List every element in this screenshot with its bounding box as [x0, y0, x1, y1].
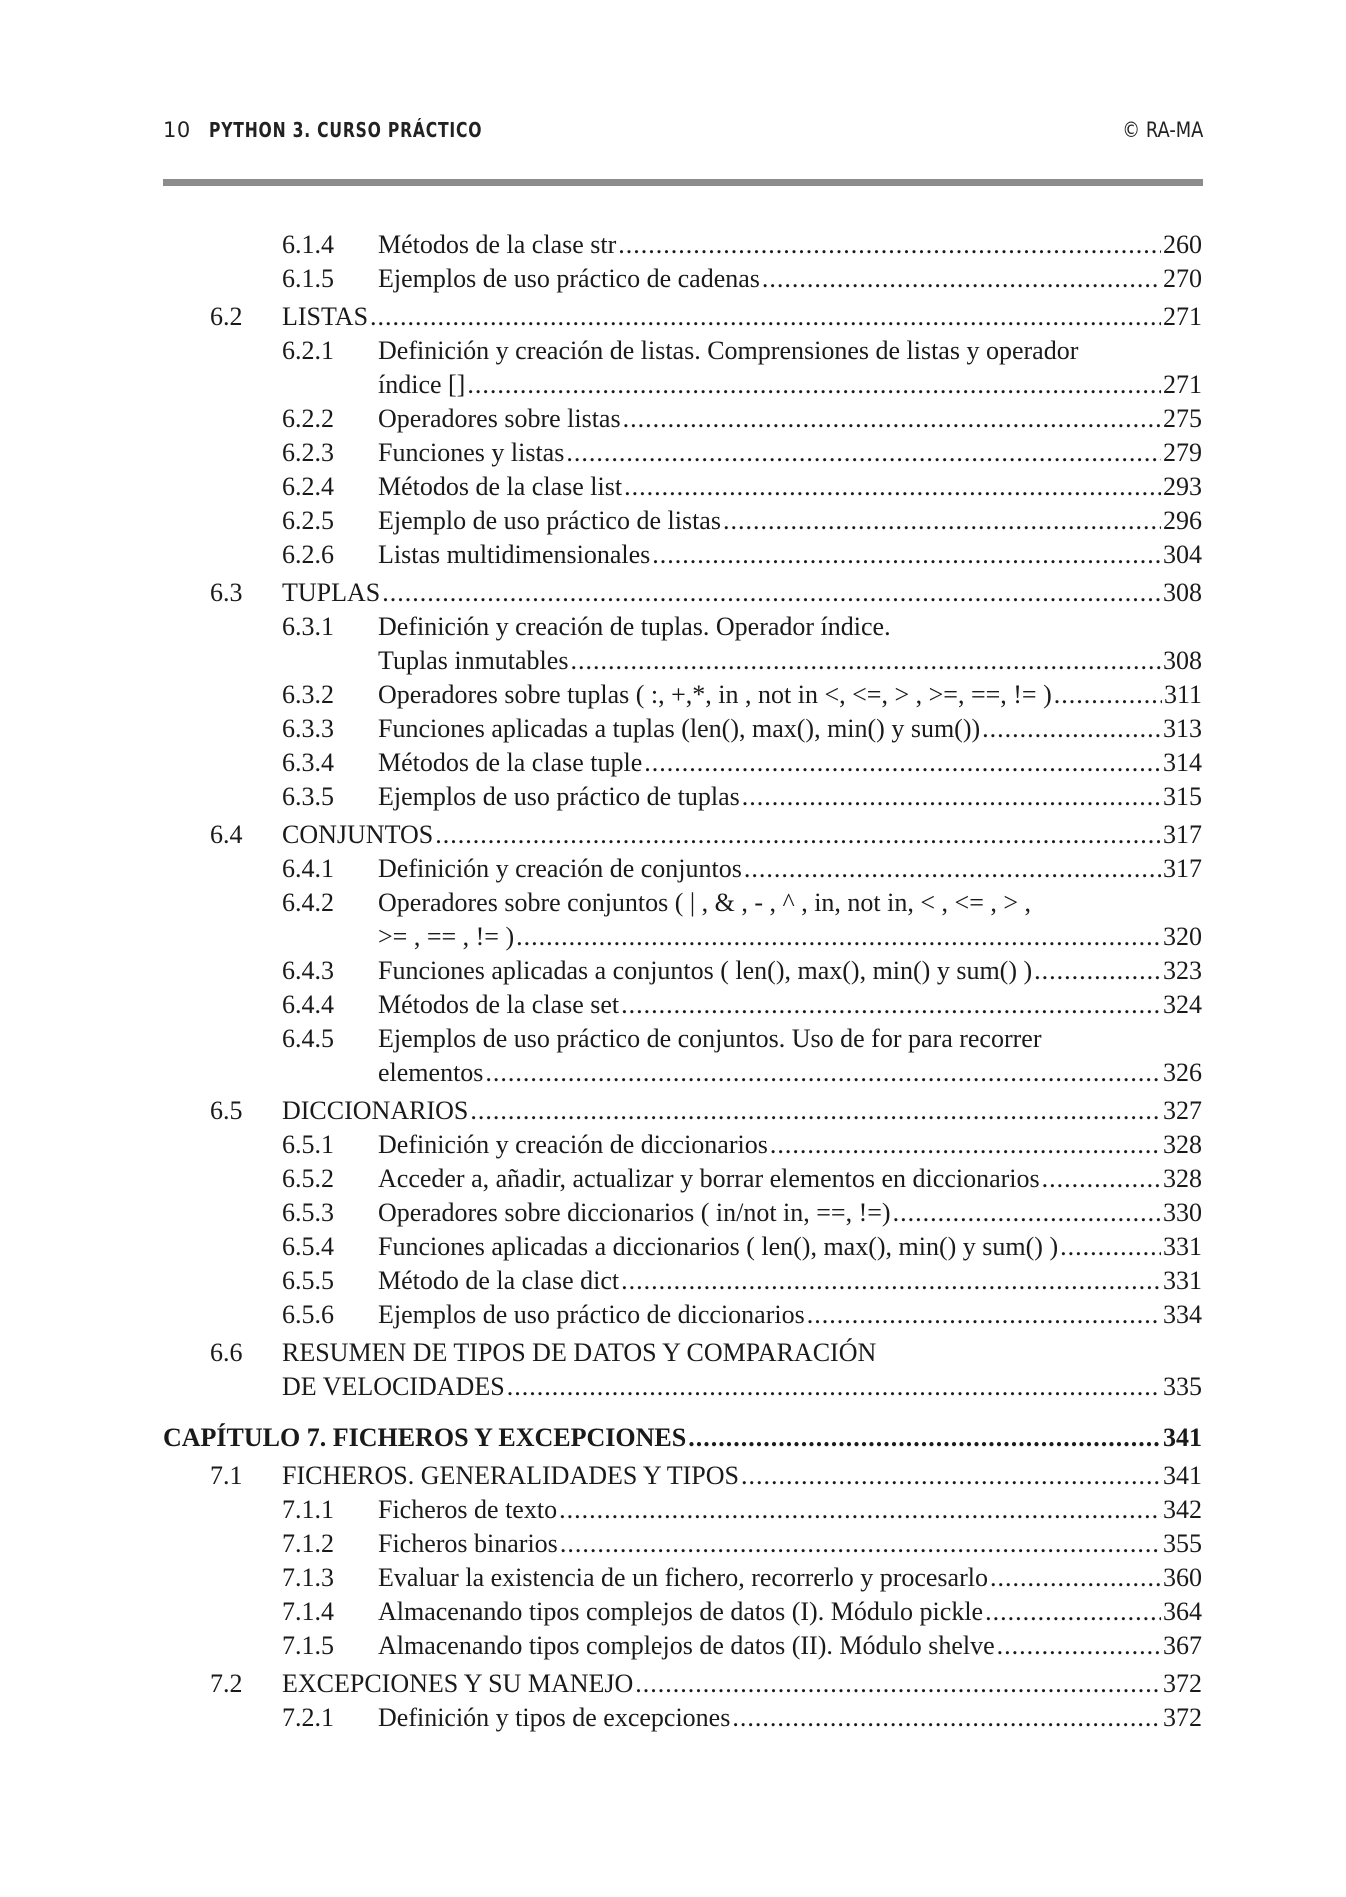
toc-entry[interactable]	[282, 300, 1202, 334]
toc-page-number: 271	[1163, 370, 1202, 399]
toc-entry-title: índice []	[378, 370, 466, 399]
toc-section-number: 6.4.2	[282, 888, 334, 917]
toc-entry[interactable]	[378, 1128, 1202, 1162]
dot-leader	[652, 538, 1161, 572]
dot-leader	[621, 988, 1161, 1022]
dot-leader	[1034, 954, 1161, 988]
toc-section-number: 6.5.5	[282, 1266, 334, 1295]
toc-entry-title: Funciones aplicadas a tuplas (len(), max(), min() y sum())	[378, 714, 981, 743]
toc-entry[interactable]	[378, 954, 1202, 988]
toc-entry-title: elementos	[378, 1058, 484, 1087]
toc-entry-title: Operadores sobre conjuntos ( | , & , - , ^ , in, not in, < , <= , > ,	[378, 888, 1032, 917]
toc-section-number: 6.4.3	[282, 956, 334, 985]
toc-entry-title: Definición y creación de diccionarios	[378, 1130, 768, 1159]
toc-entry-title: Métodos de la clase tuple	[378, 748, 643, 777]
toc-entry-title: Evaluar la existencia de un fichero, recorrerlo y procesarlo	[378, 1563, 988, 1592]
dot-leader	[741, 1459, 1161, 1493]
toc-page-number: 260	[1163, 230, 1202, 259]
toc-page-number: 355	[1163, 1529, 1202, 1558]
toc-page-number: 270	[1163, 264, 1202, 293]
dot-leader	[1060, 1230, 1161, 1264]
toc-section-number: 6.3	[210, 578, 243, 607]
toc-entry-title: Ejemplos de uso práctico de conjuntos. Uso de for para recorrer	[378, 1024, 1042, 1053]
dot-leader	[644, 746, 1161, 780]
toc-page-number: 341	[1163, 1423, 1202, 1452]
toc-entry-title: EXCEPCIONES Y SU MANEJO	[282, 1669, 634, 1698]
toc-section-number: 7.2	[210, 1669, 243, 1698]
toc-entry-title: CONJUNTOS	[282, 820, 434, 849]
toc-page-number: 372	[1163, 1703, 1202, 1732]
page-number: 10	[163, 118, 191, 142]
toc-section-number: 6.4	[210, 820, 243, 849]
toc-entry-title: Definición y creación de listas. Comprensiones de listas y operador	[378, 336, 1079, 365]
toc-entry[interactable]	[378, 678, 1202, 712]
dot-leader	[624, 470, 1161, 504]
dot-leader	[370, 300, 1161, 334]
toc-entry-title: Definición y creación de tuplas. Operador índice.	[378, 612, 891, 641]
toc-section-number: 6.3.4	[282, 748, 334, 777]
toc-entry[interactable]	[378, 1162, 1202, 1196]
toc-page-number: 360	[1163, 1563, 1202, 1592]
dot-leader	[742, 780, 1161, 814]
toc-entry[interactable]	[378, 610, 891, 644]
toc-entry-title: Operadores sobre tuplas ( :, +,*, in , not in <, <=, > , >=, ==, != )	[378, 680, 1052, 709]
toc-entry[interactable]	[378, 1561, 1202, 1595]
toc-page-number: 330	[1163, 1198, 1202, 1227]
toc-entry[interactable]	[378, 470, 1202, 504]
dot-leader	[516, 920, 1161, 954]
toc-entry[interactable]	[378, 644, 1202, 678]
toc-section-number: 6.4.5	[282, 1024, 334, 1053]
dot-leader	[485, 1056, 1161, 1090]
toc-page-number: 367	[1163, 1631, 1202, 1660]
dot-leader	[744, 852, 1161, 886]
toc-entry-title: >= , == , != )	[378, 922, 515, 951]
toc-entry[interactable]	[378, 1527, 1202, 1561]
toc-entry[interactable]	[378, 1230, 1202, 1264]
dot-leader	[618, 228, 1161, 262]
toc-entry[interactable]	[378, 368, 1202, 402]
book-title: PYTHON 3. CURSO PRÁCTICO	[209, 118, 483, 142]
toc-entry-title: Funciones aplicadas a conjuntos ( len(), max(), min() y sum() )	[378, 956, 1033, 985]
dot-leader	[1054, 678, 1162, 712]
toc-entry[interactable]	[378, 1298, 1202, 1332]
toc-section-number: 6.6	[210, 1338, 243, 1367]
toc-entry-title: Almacenando tipos complejos de datos (I). Módulo pickle	[378, 1597, 984, 1626]
toc-entry[interactable]	[282, 1336, 876, 1370]
toc-section-number: 6.3.3	[282, 714, 334, 743]
toc-section-number: 6.2.5	[282, 506, 334, 535]
toc-entry[interactable]	[378, 1629, 1202, 1663]
dot-leader	[382, 576, 1161, 610]
toc-entry[interactable]	[378, 402, 1202, 436]
toc-section-number: 7.2.1	[282, 1703, 334, 1732]
dot-leader	[621, 1264, 1161, 1298]
toc-entry-title: Métodos de la clase list	[378, 472, 623, 501]
toc-entry[interactable]	[378, 886, 1031, 920]
toc-page-number: 342	[1163, 1495, 1202, 1524]
toc-entry[interactable]	[378, 1595, 1202, 1629]
toc-section-number: 7.1.1	[282, 1495, 334, 1524]
toc-page-number: 320	[1163, 922, 1202, 951]
toc-entry[interactable]	[378, 1701, 1202, 1735]
toc-page-number: 293	[1163, 472, 1202, 501]
toc-page-number: 331	[1163, 1232, 1202, 1261]
dot-leader	[1042, 1162, 1161, 1196]
toc-entry-title: Tuplas inmutables	[378, 646, 569, 675]
dot-leader	[566, 436, 1161, 470]
toc-entry-title: Listas multidimensionales	[378, 540, 651, 569]
toc-entry-title: LISTAS	[282, 302, 369, 331]
dot-leader	[770, 1128, 1161, 1162]
toc-entry-title: RESUMEN DE TIPOS DE DATOS Y COMPARACIÓN	[282, 1338, 877, 1367]
dot-leader	[507, 1370, 1161, 1404]
toc-page-number: 311	[1163, 680, 1202, 709]
toc-entry[interactable]	[378, 262, 1202, 296]
toc-section-number: 6.3.5	[282, 782, 334, 811]
toc-entry-title: Ficheros de texto	[378, 1495, 558, 1524]
dot-leader	[893, 1196, 1161, 1230]
toc-section-number: 6.4.4	[282, 990, 334, 1019]
toc-page-number: 331	[1163, 1266, 1202, 1295]
toc-section-number: 7.1.2	[282, 1529, 334, 1558]
toc-entry-title: Métodos de la clase str	[378, 230, 617, 259]
toc-section-number: 6.2	[210, 302, 243, 331]
toc-entry[interactable]	[282, 1094, 1202, 1128]
toc-page-number: 308	[1163, 578, 1202, 607]
toc-section-number: 6.2.3	[282, 438, 334, 467]
toc-entry-title: TUPLAS	[282, 578, 381, 607]
toc-entry-title: Funciones aplicadas a diccionarios ( len(), max(), min() y sum() )	[378, 1232, 1059, 1261]
toc-entry-title: Método de la clase dict	[378, 1266, 620, 1295]
dot-leader	[762, 262, 1161, 296]
publisher-mark: © RA-MA	[1121, 118, 1203, 142]
toc-page-number: 328	[1163, 1130, 1202, 1159]
toc-page-number: 324	[1163, 990, 1202, 1019]
toc-entry-title: Ejemplos de uso práctico de tuplas	[378, 782, 740, 811]
toc-entry-title: Definición y creación de conjuntos	[378, 854, 742, 883]
toc-entry[interactable]	[282, 1667, 1202, 1701]
toc-entry-title: FICHEROS. GENERALIDADES Y TIPOS	[282, 1461, 739, 1490]
dot-leader	[997, 1629, 1161, 1663]
toc-entry[interactable]	[378, 538, 1202, 572]
dot-leader	[990, 1561, 1161, 1595]
toc-entry[interactable]	[378, 1196, 1202, 1230]
dot-leader	[570, 644, 1161, 678]
toc-page-number: 296	[1163, 506, 1202, 535]
toc-entry[interactable]	[282, 818, 1202, 852]
toc-entry-title: Operadores sobre listas	[378, 404, 621, 433]
toc-entry[interactable]	[378, 746, 1202, 780]
toc-entry-title: Almacenando tipos complejos de datos (II). Módulo shelve	[378, 1631, 995, 1660]
toc-page-number: 335	[1163, 1372, 1202, 1401]
toc-section-number: 7.1.3	[282, 1563, 334, 1592]
dot-leader	[623, 402, 1161, 436]
dot-leader	[723, 504, 1161, 538]
toc-page-number: 275	[1163, 404, 1202, 433]
dot-leader	[560, 1527, 1161, 1561]
toc-page-number: 308	[1163, 646, 1202, 675]
toc-page-number: 326	[1163, 1058, 1202, 1087]
dot-leader	[470, 1094, 1161, 1128]
toc-page-number: 313	[1163, 714, 1202, 743]
toc-section-number: 6.3.2	[282, 680, 334, 709]
toc-page-number: 317	[1163, 820, 1202, 849]
toc-section-number: 6.5.1	[282, 1130, 334, 1159]
toc-entry[interactable]	[378, 852, 1202, 886]
toc-entry[interactable]	[378, 780, 1202, 814]
toc-entry-title: DICCIONARIOS	[282, 1096, 469, 1125]
toc-entry[interactable]	[378, 712, 1202, 746]
toc-section-number: 6.2.4	[282, 472, 334, 501]
toc-entry-title: Ejemplos de uso práctico de cadenas	[378, 264, 760, 293]
toc-section-number: 7.1.5	[282, 1631, 334, 1660]
toc-section-number: 6.4.1	[282, 854, 334, 883]
toc-page-number: 328	[1163, 1164, 1202, 1193]
toc-entry[interactable]	[378, 436, 1202, 470]
toc-entry[interactable]	[378, 1056, 1202, 1090]
toc-section-number: 6.2.1	[282, 336, 334, 365]
header-rule	[163, 179, 1203, 186]
toc-entry-title: Definición y tipos de excepciones	[378, 1703, 731, 1732]
toc-section-number: 6.5.2	[282, 1164, 334, 1193]
dot-leader	[559, 1493, 1161, 1527]
toc-page-number: 334	[1163, 1300, 1202, 1329]
toc-page-number: 315	[1163, 782, 1202, 811]
toc-page-number: 271	[1163, 302, 1202, 331]
toc-page-number: 317	[1163, 854, 1202, 883]
toc-section-number: 6.2.6	[282, 540, 334, 569]
toc-section-number: 6.1.5	[282, 264, 334, 293]
toc-entry-title: Ejemplos de uso práctico de diccionarios	[378, 1300, 805, 1329]
toc-entry-title: Acceder a, añadir, actualizar y borrar elementos en diccionarios	[378, 1164, 1040, 1193]
toc-section-number: 6.5.6	[282, 1300, 334, 1329]
dot-leader	[985, 1595, 1161, 1629]
toc-entry[interactable]	[378, 1022, 1041, 1056]
dot-leader	[435, 818, 1161, 852]
toc-entry-title: Operadores sobre diccionarios ( in/not in, ==, !=)	[378, 1198, 891, 1227]
toc-section-number: 7.1	[210, 1461, 243, 1490]
toc-page-number: 327	[1163, 1096, 1202, 1125]
toc-entry-title: Métodos de la clase set	[378, 990, 620, 1019]
toc-section-number: 6.5.4	[282, 1232, 334, 1261]
toc-section-number: 6.1.4	[282, 230, 334, 259]
toc-section-number: 7.1.4	[282, 1597, 334, 1626]
toc-page-number: 314	[1163, 748, 1202, 777]
toc-section-number: 6.5.3	[282, 1198, 334, 1227]
toc-entry-title: CAPÍTULO 7. FICHEROS Y EXCEPCIONES	[163, 1423, 687, 1452]
running-header	[163, 118, 1203, 152]
dot-leader	[807, 1298, 1161, 1332]
toc-section-number: 6.2.2	[282, 404, 334, 433]
dot-leader	[732, 1701, 1161, 1735]
toc-entry-title: Ejemplo de uso práctico de listas	[378, 506, 721, 535]
toc-entry[interactable]	[282, 576, 1202, 610]
toc-page-number: 372	[1163, 1669, 1202, 1698]
dot-leader	[467, 368, 1161, 402]
toc-entry[interactable]	[378, 1264, 1202, 1298]
toc-entry[interactable]	[378, 920, 1202, 954]
toc-entry[interactable]	[378, 504, 1202, 538]
toc-entry-title: Ficheros binarios	[378, 1529, 558, 1558]
toc-page-number: 364	[1163, 1597, 1202, 1626]
toc-page-number: 341	[1163, 1461, 1202, 1490]
toc-entry[interactable]	[163, 1421, 1202, 1455]
toc-page-number: 323	[1163, 956, 1202, 985]
dot-leader	[982, 712, 1161, 746]
toc-page-number: 304	[1163, 540, 1202, 569]
toc-entry[interactable]	[282, 1459, 1202, 1493]
toc-entry-title: Funciones y listas	[378, 438, 565, 467]
toc-entry[interactable]	[282, 1370, 1202, 1404]
dot-leader	[635, 1667, 1161, 1701]
toc-entry[interactable]	[378, 334, 1078, 368]
toc-page-number: 279	[1163, 438, 1202, 467]
dot-leader	[688, 1421, 1161, 1455]
toc-section-number: 6.5	[210, 1096, 243, 1125]
toc-entry-title: DE VELOCIDADES	[282, 1372, 505, 1401]
toc-entry[interactable]	[378, 228, 1202, 262]
toc-entry[interactable]	[378, 988, 1202, 1022]
toc-entry[interactable]	[378, 1493, 1202, 1527]
toc-section-number: 6.3.1	[282, 612, 334, 641]
